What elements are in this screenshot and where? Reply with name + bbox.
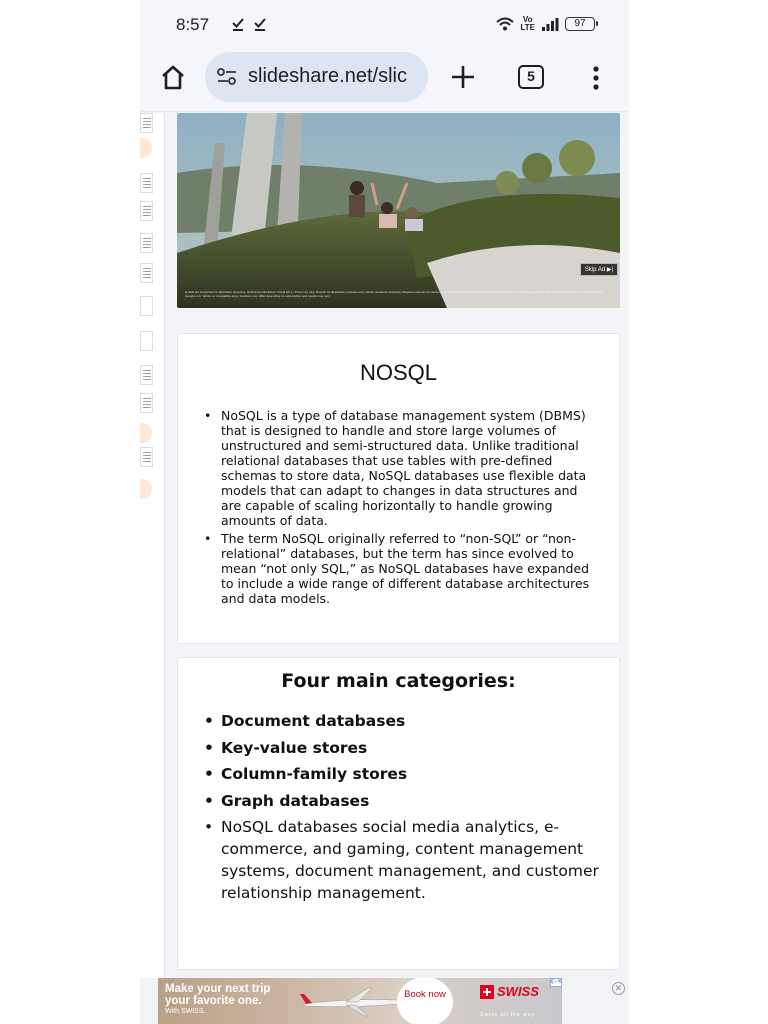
browser-toolbar <box>140 50 629 112</box>
status-bar <box>140 0 629 50</box>
site-settings-icon[interactable] <box>217 68 237 86</box>
new-tab-icon[interactable] <box>449 63 477 91</box>
slide-thumbnail[interactable] <box>140 201 153 221</box>
slide-thumbnail[interactable] <box>140 331 153 351</box>
more-menu-icon[interactable] <box>585 64 607 92</box>
ad-thumbnail[interactable] <box>140 479 152 499</box>
document-viewer[interactable] <box>140 113 629 978</box>
slide-thumbnail[interactable] <box>140 296 153 316</box>
system-status <box>496 16 595 32</box>
slide-thumbnail[interactable] <box>140 365 153 385</box>
ad-tagline: Swiss all the way <box>480 1012 536 1018</box>
ad-subline: With SWISS. <box>165 1008 206 1015</box>
ad-thumbnail[interactable] <box>140 423 152 443</box>
bullet-item: • NoSQL is a type of database management system (DBMS) that is designed to handle and store large volumes of unstructured and semi-structured data. Unlike traditional relational databases that use tables with pre-defined schemas to store data, NoSQL databases use flexible data models that can adapt to changes in data structures and are capable of scaling horizontally to handle growing amounts of data. <box>221 408 591 528</box>
slide-thumbnail[interactable] <box>140 263 153 283</box>
bullet-item: • NoSQL databases social media analytics, e-commerce, and gaming, content management systems, document management, and customer relationship management. <box>221 816 601 904</box>
close-ad-icon[interactable]: ✕ <box>612 982 625 995</box>
swiss-flag-icon <box>480 985 494 999</box>
bullet-item: • Graph databases <box>221 790 601 812</box>
book-now-button[interactable]: Book now <box>397 978 453 1024</box>
bullet-item: • Key-value stores <box>221 737 601 759</box>
slide-thumbnail[interactable] <box>140 173 153 193</box>
slide-title: Four main categories: <box>281 670 516 692</box>
slide-nosql <box>177 333 620 644</box>
download-done-icon <box>230 16 246 32</box>
notification-icons <box>230 16 268 32</box>
swiss-logo <box>480 984 539 999</box>
skip-ad-button[interactable]: Skip Ad ▶| <box>580 263 618 276</box>
bullet-item: • Document databases <box>221 710 601 732</box>
slide-thumbnail[interactable] <box>140 393 153 413</box>
banner-ad-area <box>140 978 629 1024</box>
banner-ad[interactable] <box>158 978 562 1024</box>
ad-thumbnail[interactable] <box>140 138 152 158</box>
url-text[interactable]: slideshare.net/slic <box>248 65 407 87</box>
video-ad-frame <box>177 113 620 308</box>
wifi-icon <box>496 17 514 31</box>
bullet-list <box>221 710 601 909</box>
ad-disclaimer: Emails are supported for illustration purposes, timeframes illustrated. Actual EX-L / Pixel may vary. Results for illustrative purposes only. Check results for accuracy. Requires internet connection. Google account required. Features availability vary by country, language and device. Google and Pixel are trademarks of Google LLC. Works on compatible apps. Features may differ depending on subscription and results may vary. <box>185 290 603 298</box>
airplane-icon <box>298 984 408 1020</box>
slide-thumbnail[interactable] <box>140 447 153 467</box>
ad-headline: Make your next trip your favorite one. <box>165 983 271 1007</box>
slide-categories <box>177 657 620 970</box>
home-icon[interactable] <box>158 63 188 93</box>
video-ad[interactable] <box>177 113 620 308</box>
bullet-item: • The term NoSQL originally referred to “non-SQL” or “non-relational” databases, but the term has since evolved to mean “not only SQL,” as NoSQL databases have expanded to include a wide range of different database architectures and data models. <box>221 531 591 606</box>
bullet-list <box>221 408 591 609</box>
slide-thumbnail[interactable] <box>140 233 153 253</box>
bullet-item: • Column-family stores <box>221 763 601 785</box>
phone-screen <box>140 0 629 1024</box>
download-done-icon <box>252 16 268 32</box>
signal-icon <box>541 17 559 31</box>
clock: 8:57 <box>176 15 210 34</box>
brand-name: SWISS <box>497 984 539 999</box>
adchoices-icon[interactable]: i▷✕ <box>551 979 562 985</box>
battery-icon: 97 <box>565 17 595 31</box>
slide-thumbnail[interactable] <box>140 113 153 133</box>
tab-switcher-button[interactable]: 5 <box>518 65 544 89</box>
address-bar[interactable] <box>205 52 428 102</box>
slide-title: NOSQL <box>359 360 438 385</box>
slide-thumbnail-strip[interactable] <box>140 113 165 978</box>
volte-indicator: Vo LTE <box>520 15 535 32</box>
